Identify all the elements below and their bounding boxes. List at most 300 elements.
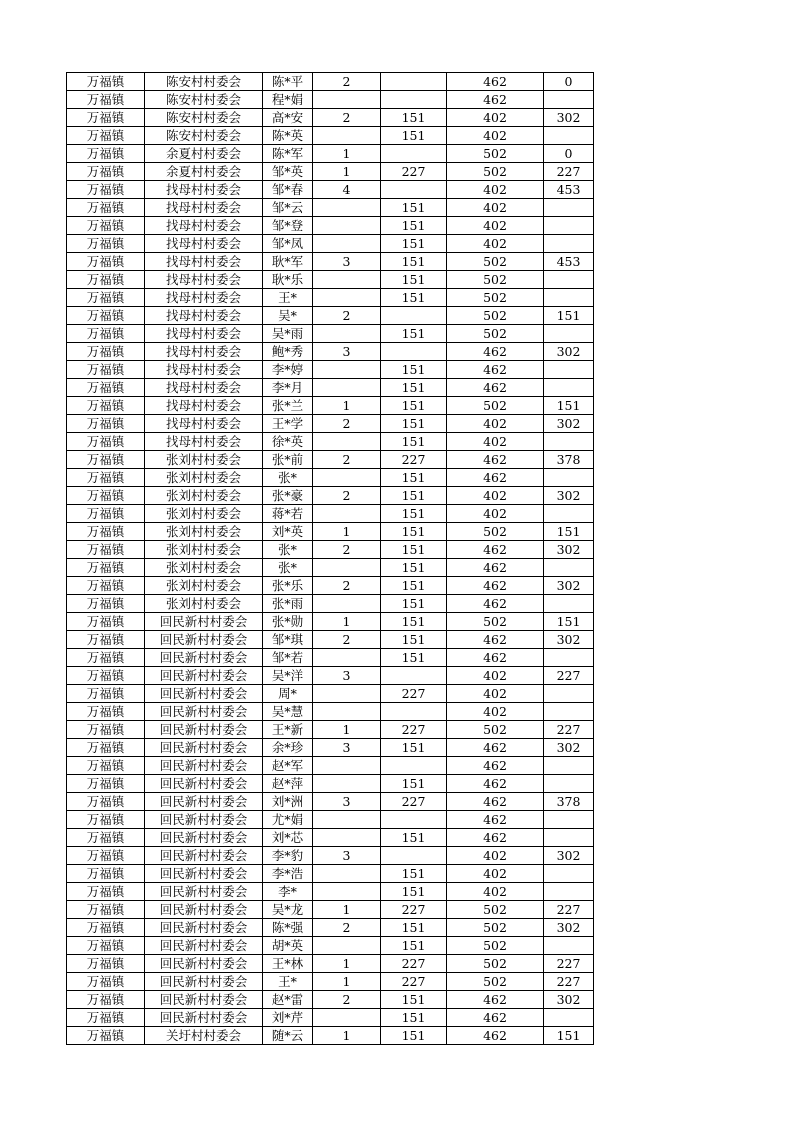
- village-committee-cell: 回民新村村委会: [145, 667, 263, 685]
- village-committee-cell: 找母村村委会: [145, 433, 263, 451]
- village-committee-cell: 张刘村村委会: [145, 469, 263, 487]
- village-committee-cell: 回民新村村委会: [145, 883, 263, 901]
- amount-b-cell: 462: [447, 469, 544, 487]
- amount-b-cell: 502: [447, 307, 544, 325]
- amount-b-cell: 462: [447, 451, 544, 469]
- amount-c-cell: 227: [544, 163, 594, 181]
- name-cell: 耿*乐: [263, 271, 313, 289]
- table-row: [67, 361, 594, 379]
- amount-b-cell: 402: [447, 433, 544, 451]
- village-committee-cell: 回民新村村委会: [145, 847, 263, 865]
- village-committee-cell: 找母村村委会: [145, 235, 263, 253]
- table-row: [67, 685, 594, 703]
- amount-b-cell: 502: [447, 253, 544, 271]
- amount-a-cell: 151: [381, 469, 447, 487]
- household-count-cell: 1: [313, 145, 381, 163]
- table-row: [67, 847, 594, 865]
- amount-a-cell: 151: [381, 937, 447, 955]
- amount-c-cell: 227: [544, 667, 594, 685]
- household-count-cell: 2: [313, 541, 381, 559]
- town-cell: 万福镇: [67, 901, 145, 919]
- amount-c-cell: 378: [544, 451, 594, 469]
- household-count-cell: 1: [313, 397, 381, 415]
- amount-a-cell: 151: [381, 991, 447, 1009]
- amount-a-cell: [381, 181, 447, 199]
- table-row: [67, 739, 594, 757]
- town-cell: 万福镇: [67, 613, 145, 631]
- table-row: [67, 829, 594, 847]
- amount-c-cell: [544, 883, 594, 901]
- amount-b-cell: 462: [447, 811, 544, 829]
- table-row: [67, 757, 594, 775]
- village-committee-cell: 回民新村村委会: [145, 649, 263, 667]
- village-committee-cell: 余夏村村委会: [145, 163, 263, 181]
- town-cell: 万福镇: [67, 559, 145, 577]
- amount-b-cell: 462: [447, 829, 544, 847]
- town-cell: 万福镇: [67, 325, 145, 343]
- village-committee-cell: 找母村村委会: [145, 343, 263, 361]
- table-row: [67, 451, 594, 469]
- name-cell: 邹*琪: [263, 631, 313, 649]
- amount-a-cell: 151: [381, 271, 447, 289]
- village-committee-cell: 张刘村村委会: [145, 541, 263, 559]
- table-row: [67, 919, 594, 937]
- amount-b-cell: 502: [447, 145, 544, 163]
- household-count-cell: 2: [313, 307, 381, 325]
- village-committee-cell: 陈安村村委会: [145, 73, 263, 91]
- table-row: [67, 937, 594, 955]
- town-cell: 万福镇: [67, 235, 145, 253]
- amount-c-cell: 151: [544, 307, 594, 325]
- amount-b-cell: 502: [447, 973, 544, 991]
- name-cell: 王*林: [263, 955, 313, 973]
- town-cell: 万福镇: [67, 541, 145, 559]
- amount-a-cell: 151: [381, 325, 447, 343]
- household-count-cell: 3: [313, 739, 381, 757]
- amount-a-cell: 151: [381, 541, 447, 559]
- village-committee-cell: 找母村村委会: [145, 397, 263, 415]
- table-row: [67, 973, 594, 991]
- village-committee-cell: 回民新村村委会: [145, 757, 263, 775]
- household-count-cell: [313, 127, 381, 145]
- amount-a-cell: 151: [381, 235, 447, 253]
- table-row: [67, 775, 594, 793]
- household-count-cell: [313, 865, 381, 883]
- town-cell: 万福镇: [67, 469, 145, 487]
- amount-c-cell: [544, 937, 594, 955]
- town-cell: 万福镇: [67, 217, 145, 235]
- village-committee-cell: 回民新村村委会: [145, 955, 263, 973]
- amount-c-cell: [544, 757, 594, 775]
- amount-b-cell: 402: [447, 685, 544, 703]
- amount-b-cell: 462: [447, 73, 544, 91]
- amount-a-cell: 151: [381, 1009, 447, 1027]
- name-cell: 刘*芯: [263, 829, 313, 847]
- table-row: [67, 631, 594, 649]
- village-committee-cell: 张刘村村委会: [145, 505, 263, 523]
- amount-a-cell: 151: [381, 217, 447, 235]
- town-cell: 万福镇: [67, 631, 145, 649]
- household-count-cell: 2: [313, 919, 381, 937]
- name-cell: 王*新: [263, 721, 313, 739]
- town-cell: 万福镇: [67, 1009, 145, 1027]
- amount-c-cell: [544, 127, 594, 145]
- town-cell: 万福镇: [67, 487, 145, 505]
- amount-b-cell: 502: [447, 955, 544, 973]
- household-count-cell: 3: [313, 847, 381, 865]
- household-count-cell: [313, 91, 381, 109]
- table-row: [67, 667, 594, 685]
- table-row: [67, 577, 594, 595]
- village-committee-cell: 找母村村委会: [145, 217, 263, 235]
- town-cell: 万福镇: [67, 397, 145, 415]
- table-row: [67, 955, 594, 973]
- amount-b-cell: 402: [447, 181, 544, 199]
- amount-a-cell: 151: [381, 109, 447, 127]
- name-cell: 陈*军: [263, 145, 313, 163]
- table-row: [67, 703, 594, 721]
- name-cell: 张*勋: [263, 613, 313, 631]
- amount-b-cell: 462: [447, 793, 544, 811]
- household-count-cell: 1: [313, 523, 381, 541]
- amount-c-cell: 227: [544, 721, 594, 739]
- name-cell: 张*: [263, 559, 313, 577]
- amount-c-cell: 0: [544, 145, 594, 163]
- name-cell: 陈*英: [263, 127, 313, 145]
- village-committee-cell: 回民新村村委会: [145, 973, 263, 991]
- amount-a-cell: [381, 145, 447, 163]
- town-cell: 万福镇: [67, 793, 145, 811]
- village-committee-cell: 张刘村村委会: [145, 595, 263, 613]
- village-committee-cell: 回民新村村委会: [145, 703, 263, 721]
- household-count-cell: 1: [313, 901, 381, 919]
- amount-c-cell: [544, 235, 594, 253]
- town-cell: 万福镇: [67, 991, 145, 1009]
- table-row: [67, 505, 594, 523]
- amount-b-cell: 502: [447, 289, 544, 307]
- village-committee-cell: 陈安村村委会: [145, 127, 263, 145]
- amount-a-cell: 227: [381, 721, 447, 739]
- household-count-cell: [313, 1009, 381, 1027]
- amount-b-cell: 402: [447, 235, 544, 253]
- town-cell: 万福镇: [67, 343, 145, 361]
- amount-c-cell: 302: [544, 919, 594, 937]
- amount-b-cell: 462: [447, 991, 544, 1009]
- town-cell: 万福镇: [67, 361, 145, 379]
- household-count-cell: [313, 469, 381, 487]
- amount-b-cell: 462: [447, 739, 544, 757]
- village-committee-cell: 找母村村委会: [145, 199, 263, 217]
- amount-a-cell: 151: [381, 127, 447, 145]
- amount-b-cell: 402: [447, 199, 544, 217]
- table-row: [67, 163, 594, 181]
- amount-b-cell: 402: [447, 865, 544, 883]
- table-row: [67, 649, 594, 667]
- amount-c-cell: 302: [544, 487, 594, 505]
- amount-c-cell: 302: [544, 577, 594, 595]
- town-cell: 万福镇: [67, 937, 145, 955]
- amount-c-cell: 227: [544, 955, 594, 973]
- name-cell: 李*浩: [263, 865, 313, 883]
- amount-a-cell: 227: [381, 973, 447, 991]
- amount-a-cell: [381, 847, 447, 865]
- amount-b-cell: 462: [447, 91, 544, 109]
- amount-b-cell: 402: [447, 847, 544, 865]
- name-cell: 张*: [263, 541, 313, 559]
- name-cell: 李*: [263, 883, 313, 901]
- amount-c-cell: [544, 505, 594, 523]
- amount-a-cell: 151: [381, 361, 447, 379]
- village-committee-cell: 张刘村村委会: [145, 487, 263, 505]
- name-cell: 刘*芹: [263, 1009, 313, 1027]
- village-committee-cell: 找母村村委会: [145, 415, 263, 433]
- town-cell: 万福镇: [67, 919, 145, 937]
- town-cell: 万福镇: [67, 145, 145, 163]
- name-cell: 徐*英: [263, 433, 313, 451]
- town-cell: 万福镇: [67, 1027, 145, 1045]
- amount-b-cell: 462: [447, 559, 544, 577]
- amount-c-cell: 151: [544, 397, 594, 415]
- household-count-cell: [313, 775, 381, 793]
- amount-c-cell: [544, 289, 594, 307]
- name-cell: 邹*若: [263, 649, 313, 667]
- household-count-cell: [313, 685, 381, 703]
- table-row: [67, 595, 594, 613]
- amount-a-cell: 227: [381, 451, 447, 469]
- town-cell: 万福镇: [67, 973, 145, 991]
- table-row: [67, 397, 594, 415]
- name-cell: 随*云: [263, 1027, 313, 1045]
- amount-b-cell: 462: [447, 1027, 544, 1045]
- table-row: [67, 145, 594, 163]
- table-row: [67, 721, 594, 739]
- amount-a-cell: 227: [381, 163, 447, 181]
- table-row: [67, 559, 594, 577]
- amount-c-cell: 453: [544, 181, 594, 199]
- amount-b-cell: 462: [447, 649, 544, 667]
- name-cell: 李*婷: [263, 361, 313, 379]
- village-committee-cell: 找母村村委会: [145, 253, 263, 271]
- name-cell: 邹*春: [263, 181, 313, 199]
- amount-a-cell: 151: [381, 775, 447, 793]
- town-cell: 万福镇: [67, 379, 145, 397]
- household-count-cell: [313, 649, 381, 667]
- village-committee-cell: 找母村村委会: [145, 181, 263, 199]
- town-cell: 万福镇: [67, 253, 145, 271]
- village-committee-cell: 张刘村村委会: [145, 559, 263, 577]
- table-row: [67, 901, 594, 919]
- name-cell: 赵*雷: [263, 991, 313, 1009]
- table-row: [67, 415, 594, 433]
- amount-a-cell: 151: [381, 415, 447, 433]
- amount-b-cell: 462: [447, 577, 544, 595]
- name-cell: 邹*登: [263, 217, 313, 235]
- amount-a-cell: 151: [381, 523, 447, 541]
- name-cell: 张*乐: [263, 577, 313, 595]
- name-cell: 胡*英: [263, 937, 313, 955]
- amount-a-cell: 151: [381, 379, 447, 397]
- amount-a-cell: 151: [381, 865, 447, 883]
- amount-a-cell: 151: [381, 919, 447, 937]
- name-cell: 吴*雨: [263, 325, 313, 343]
- amount-a-cell: 227: [381, 901, 447, 919]
- name-cell: 刘*英: [263, 523, 313, 541]
- household-count-cell: 1: [313, 973, 381, 991]
- household-count-cell: [313, 595, 381, 613]
- household-count-cell: 3: [313, 343, 381, 361]
- amount-c-cell: 302: [544, 991, 594, 1009]
- table-row: [67, 865, 594, 883]
- amount-b-cell: 502: [447, 397, 544, 415]
- amount-c-cell: [544, 469, 594, 487]
- amount-b-cell: 502: [447, 937, 544, 955]
- household-count-cell: [313, 433, 381, 451]
- household-count-cell: 1: [313, 721, 381, 739]
- name-cell: 陈*平: [263, 73, 313, 91]
- village-committee-cell: 找母村村委会: [145, 379, 263, 397]
- household-count-cell: [313, 379, 381, 397]
- amount-a-cell: 151: [381, 595, 447, 613]
- town-cell: 万福镇: [67, 775, 145, 793]
- town-cell: 万福镇: [67, 685, 145, 703]
- amount-c-cell: 302: [544, 415, 594, 433]
- amount-a-cell: [381, 757, 447, 775]
- town-cell: 万福镇: [67, 739, 145, 757]
- town-cell: 万福镇: [67, 811, 145, 829]
- amount-a-cell: [381, 667, 447, 685]
- household-count-cell: 3: [313, 253, 381, 271]
- village-committee-cell: 回民新村村委会: [145, 919, 263, 937]
- village-committee-cell: 回民新村村委会: [145, 991, 263, 1009]
- amount-b-cell: 502: [447, 721, 544, 739]
- amount-c-cell: 378: [544, 793, 594, 811]
- table-row: [67, 73, 594, 91]
- amount-b-cell: 402: [447, 217, 544, 235]
- village-committee-cell: 回民新村村委会: [145, 613, 263, 631]
- amount-b-cell: 462: [447, 595, 544, 613]
- amount-a-cell: [381, 343, 447, 361]
- village-committee-cell: 张刘村村委会: [145, 523, 263, 541]
- village-committee-cell: 回民新村村委会: [145, 829, 263, 847]
- amount-b-cell: 502: [447, 271, 544, 289]
- town-cell: 万福镇: [67, 649, 145, 667]
- table-row: [67, 487, 594, 505]
- amount-b-cell: 502: [447, 901, 544, 919]
- amount-b-cell: 462: [447, 1009, 544, 1027]
- table-row: [67, 307, 594, 325]
- amount-a-cell: 151: [381, 253, 447, 271]
- amount-c-cell: [544, 199, 594, 217]
- town-cell: 万福镇: [67, 577, 145, 595]
- amount-b-cell: 402: [447, 109, 544, 127]
- household-count-cell: 3: [313, 793, 381, 811]
- village-committee-cell: 回民新村村委会: [145, 811, 263, 829]
- amount-c-cell: 302: [544, 739, 594, 757]
- name-cell: 张*: [263, 469, 313, 487]
- amount-c-cell: 151: [544, 523, 594, 541]
- name-cell: 陈*强: [263, 919, 313, 937]
- town-cell: 万福镇: [67, 523, 145, 541]
- amount-b-cell: 462: [447, 541, 544, 559]
- amount-c-cell: [544, 865, 594, 883]
- household-count-cell: [313, 217, 381, 235]
- amount-c-cell: 302: [544, 343, 594, 361]
- name-cell: 程*娟: [263, 91, 313, 109]
- village-committee-cell: 找母村村委会: [145, 361, 263, 379]
- town-cell: 万福镇: [67, 847, 145, 865]
- amount-c-cell: 227: [544, 973, 594, 991]
- village-committee-cell: 回民新村村委会: [145, 775, 263, 793]
- amount-b-cell: 402: [447, 505, 544, 523]
- village-committee-cell: 回民新村村委会: [145, 721, 263, 739]
- table-row: [67, 253, 594, 271]
- town-cell: 万福镇: [67, 865, 145, 883]
- table-row: [67, 289, 594, 307]
- household-count-cell: 1: [313, 163, 381, 181]
- household-count-cell: 2: [313, 991, 381, 1009]
- amount-c-cell: 302: [544, 541, 594, 559]
- table-row: [67, 433, 594, 451]
- village-committee-cell: 陈安村村委会: [145, 91, 263, 109]
- name-cell: 蒋*若: [263, 505, 313, 523]
- household-count-cell: [313, 829, 381, 847]
- amount-c-cell: [544, 829, 594, 847]
- name-cell: 张*豪: [263, 487, 313, 505]
- household-count-cell: [313, 505, 381, 523]
- village-committee-cell: 关圩村村委会: [145, 1027, 263, 1045]
- village-committee-cell: 找母村村委会: [145, 271, 263, 289]
- table-row: [67, 181, 594, 199]
- name-cell: 吴*龙: [263, 901, 313, 919]
- amount-a-cell: 227: [381, 793, 447, 811]
- household-count-cell: [313, 559, 381, 577]
- town-cell: 万福镇: [67, 505, 145, 523]
- amount-a-cell: [381, 811, 447, 829]
- household-count-cell: 2: [313, 577, 381, 595]
- household-count-cell: [313, 811, 381, 829]
- amount-b-cell: 502: [447, 163, 544, 181]
- name-cell: 余*珍: [263, 739, 313, 757]
- table-row: [67, 217, 594, 235]
- table-row: [67, 991, 594, 1009]
- amount-b-cell: 462: [447, 775, 544, 793]
- name-cell: 周*: [263, 685, 313, 703]
- household-count-cell: 2: [313, 73, 381, 91]
- town-cell: 万福镇: [67, 829, 145, 847]
- household-count-cell: [313, 235, 381, 253]
- town-cell: 万福镇: [67, 289, 145, 307]
- town-cell: 万福镇: [67, 433, 145, 451]
- amount-a-cell: 151: [381, 433, 447, 451]
- village-committee-cell: 回民新村村委会: [145, 865, 263, 883]
- amount-a-cell: 151: [381, 289, 447, 307]
- name-cell: 张*兰: [263, 397, 313, 415]
- amount-c-cell: [544, 433, 594, 451]
- village-committee-cell: 余夏村村委会: [145, 145, 263, 163]
- amount-b-cell: 462: [447, 757, 544, 775]
- household-count-cell: [313, 757, 381, 775]
- town-cell: 万福镇: [67, 451, 145, 469]
- household-count-cell: 1: [313, 613, 381, 631]
- amount-c-cell: 453: [544, 253, 594, 271]
- data-table: [66, 72, 594, 1045]
- household-count-cell: 2: [313, 109, 381, 127]
- name-cell: 邹*凤: [263, 235, 313, 253]
- household-count-cell: [313, 289, 381, 307]
- town-cell: 万福镇: [67, 181, 145, 199]
- amount-b-cell: 462: [447, 361, 544, 379]
- household-count-cell: 2: [313, 631, 381, 649]
